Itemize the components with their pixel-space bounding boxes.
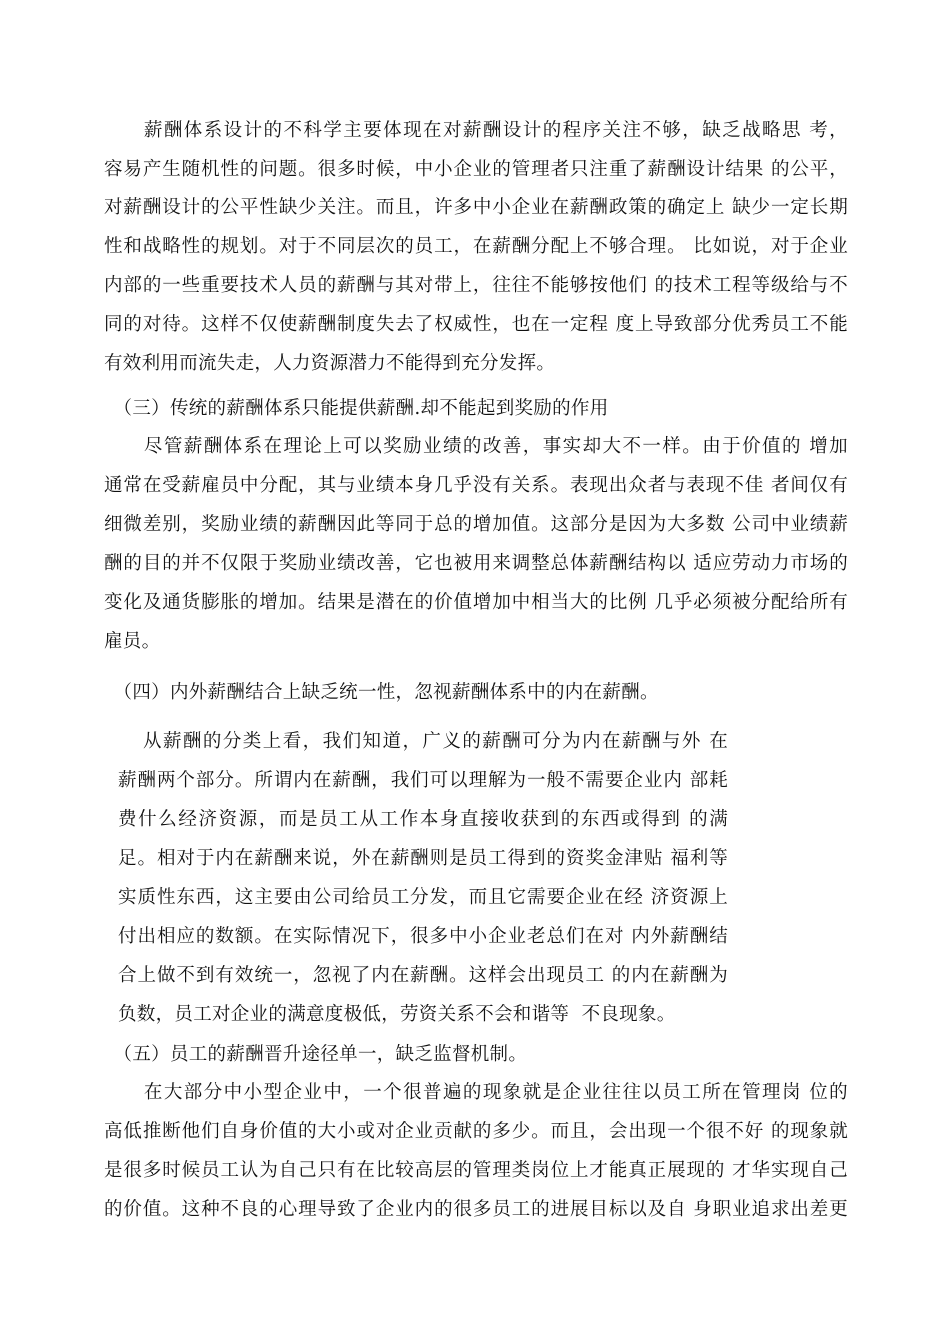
text-line: 容易产生随机性的问题。很多时候，中小企业的管理者只注重了薪酬设计结果 的公平，	[104, 159, 848, 180]
text-line: 有效利用而流失走，人力资源潜力不能得到充分发挥。	[104, 353, 556, 374]
text-line: 薪酬体系设计的不科学主要体现在对薪酬设计的程序关注不够，缺乏战略思 考，	[104, 120, 848, 141]
text-line: 足。相对于内在薪酬来说，外在薪酬则是员工得到的资奖金津贴 福利等	[118, 848, 728, 869]
text-line: 尽管薪酬体系在理论上可以奖励业绩的改善，事实却大不一样。由于价值的 增加	[104, 436, 848, 457]
text-line: 付出相应的数额。在实际情况下，很多中小企业老总们在对 内外薪酬结	[118, 926, 728, 947]
section-heading-3: （三）传统的薪酬体系只能提供薪酬.却不能起到奖励的作用	[104, 398, 609, 419]
text-line: 是很多时候员工认为自己只有在比较高层的管理类岗位上才能真正展现的 才华实现自己	[104, 1160, 848, 1181]
text-line: 的价值。这种不良的心理导致了企业内的很多员工的进展目标以及自 身职业追求出差更	[104, 1199, 848, 1220]
text-line: 高低推断他们自身价值的大小或对企业贡献的多少。而且，会出现一个很不好 的现象就	[104, 1121, 848, 1142]
section-heading-4: （四）内外薪酬结合上缺乏统一性，忽视薪酬体系中的内在薪酬。	[104, 682, 659, 703]
text-line: 酬的目的并不仅限于奖励业绩改善，它也被用来调整总体薪酬结构以 适应劳动力市场的	[104, 553, 848, 574]
section-heading-5: （五）员工的薪酬晋升途径单一，缺乏监督机制。	[104, 1044, 528, 1065]
text-line: 对薪酬设计的公平性缺少关注。而且，许多中小企业在薪酬政策的确定上 缺少一定长期	[104, 197, 848, 218]
text-line: 从薪酬的分类上看，我们知道，广义的薪酬可分为内在薪酬与外 在	[143, 731, 728, 752]
text-line: 性和战略性的规划。对于不同层次的员工，在薪酬分配上不够合理。 比如说，对于企业	[104, 236, 848, 257]
text-line: 同的对待。这样不仅使薪酬制度失去了权威性，也在一定程 度上导致部分优秀员工不能	[104, 314, 848, 335]
text-line: 通常在受薪雇员中分配，其与业绩本身几乎没有关系。表现出众者与表现不佳 者间仅有	[104, 475, 848, 496]
text-line: 实质性东西，这主要由公司给员工分发，而且它需要企业在经 济资源上	[118, 887, 728, 908]
text-line: 雇员。	[104, 631, 161, 652]
text-line: 合上做不到有效统一，忽视了内在薪酬。这样会出现员工 的内在薪酬为	[118, 965, 728, 986]
text-line: 费什么经济资源，而是员工从工作本身直接收获到的东西或得到 的满	[118, 809, 728, 830]
text-line: 变化及通货膨胀的增加。结果是潜在的价值增加中相当大的比例 几乎必须被分配给所有	[104, 592, 848, 613]
text-line: 内部的一些重要技术人员的薪酬与其对带上，往往不能够按他们 的技术工程等级给与不	[104, 275, 848, 296]
text-line: 负数，员工对企业的满意度极低，劳资关系不会和谐等 不良现象。	[118, 1004, 676, 1025]
text-line: 细微差别，奖励业绩的薪酬因此等同于总的增加值。这部分是因为大多数 公司中业绩薪	[104, 514, 848, 535]
text-line: 薪酬两个部分。所谓内在薪酬，我们可以理解为一般不需要企业内 部耗	[118, 770, 728, 791]
text-line: 在大部分中小型企业中，一个很普遍的现象就是企业往往以员工所在管理岗 位的	[104, 1082, 848, 1103]
